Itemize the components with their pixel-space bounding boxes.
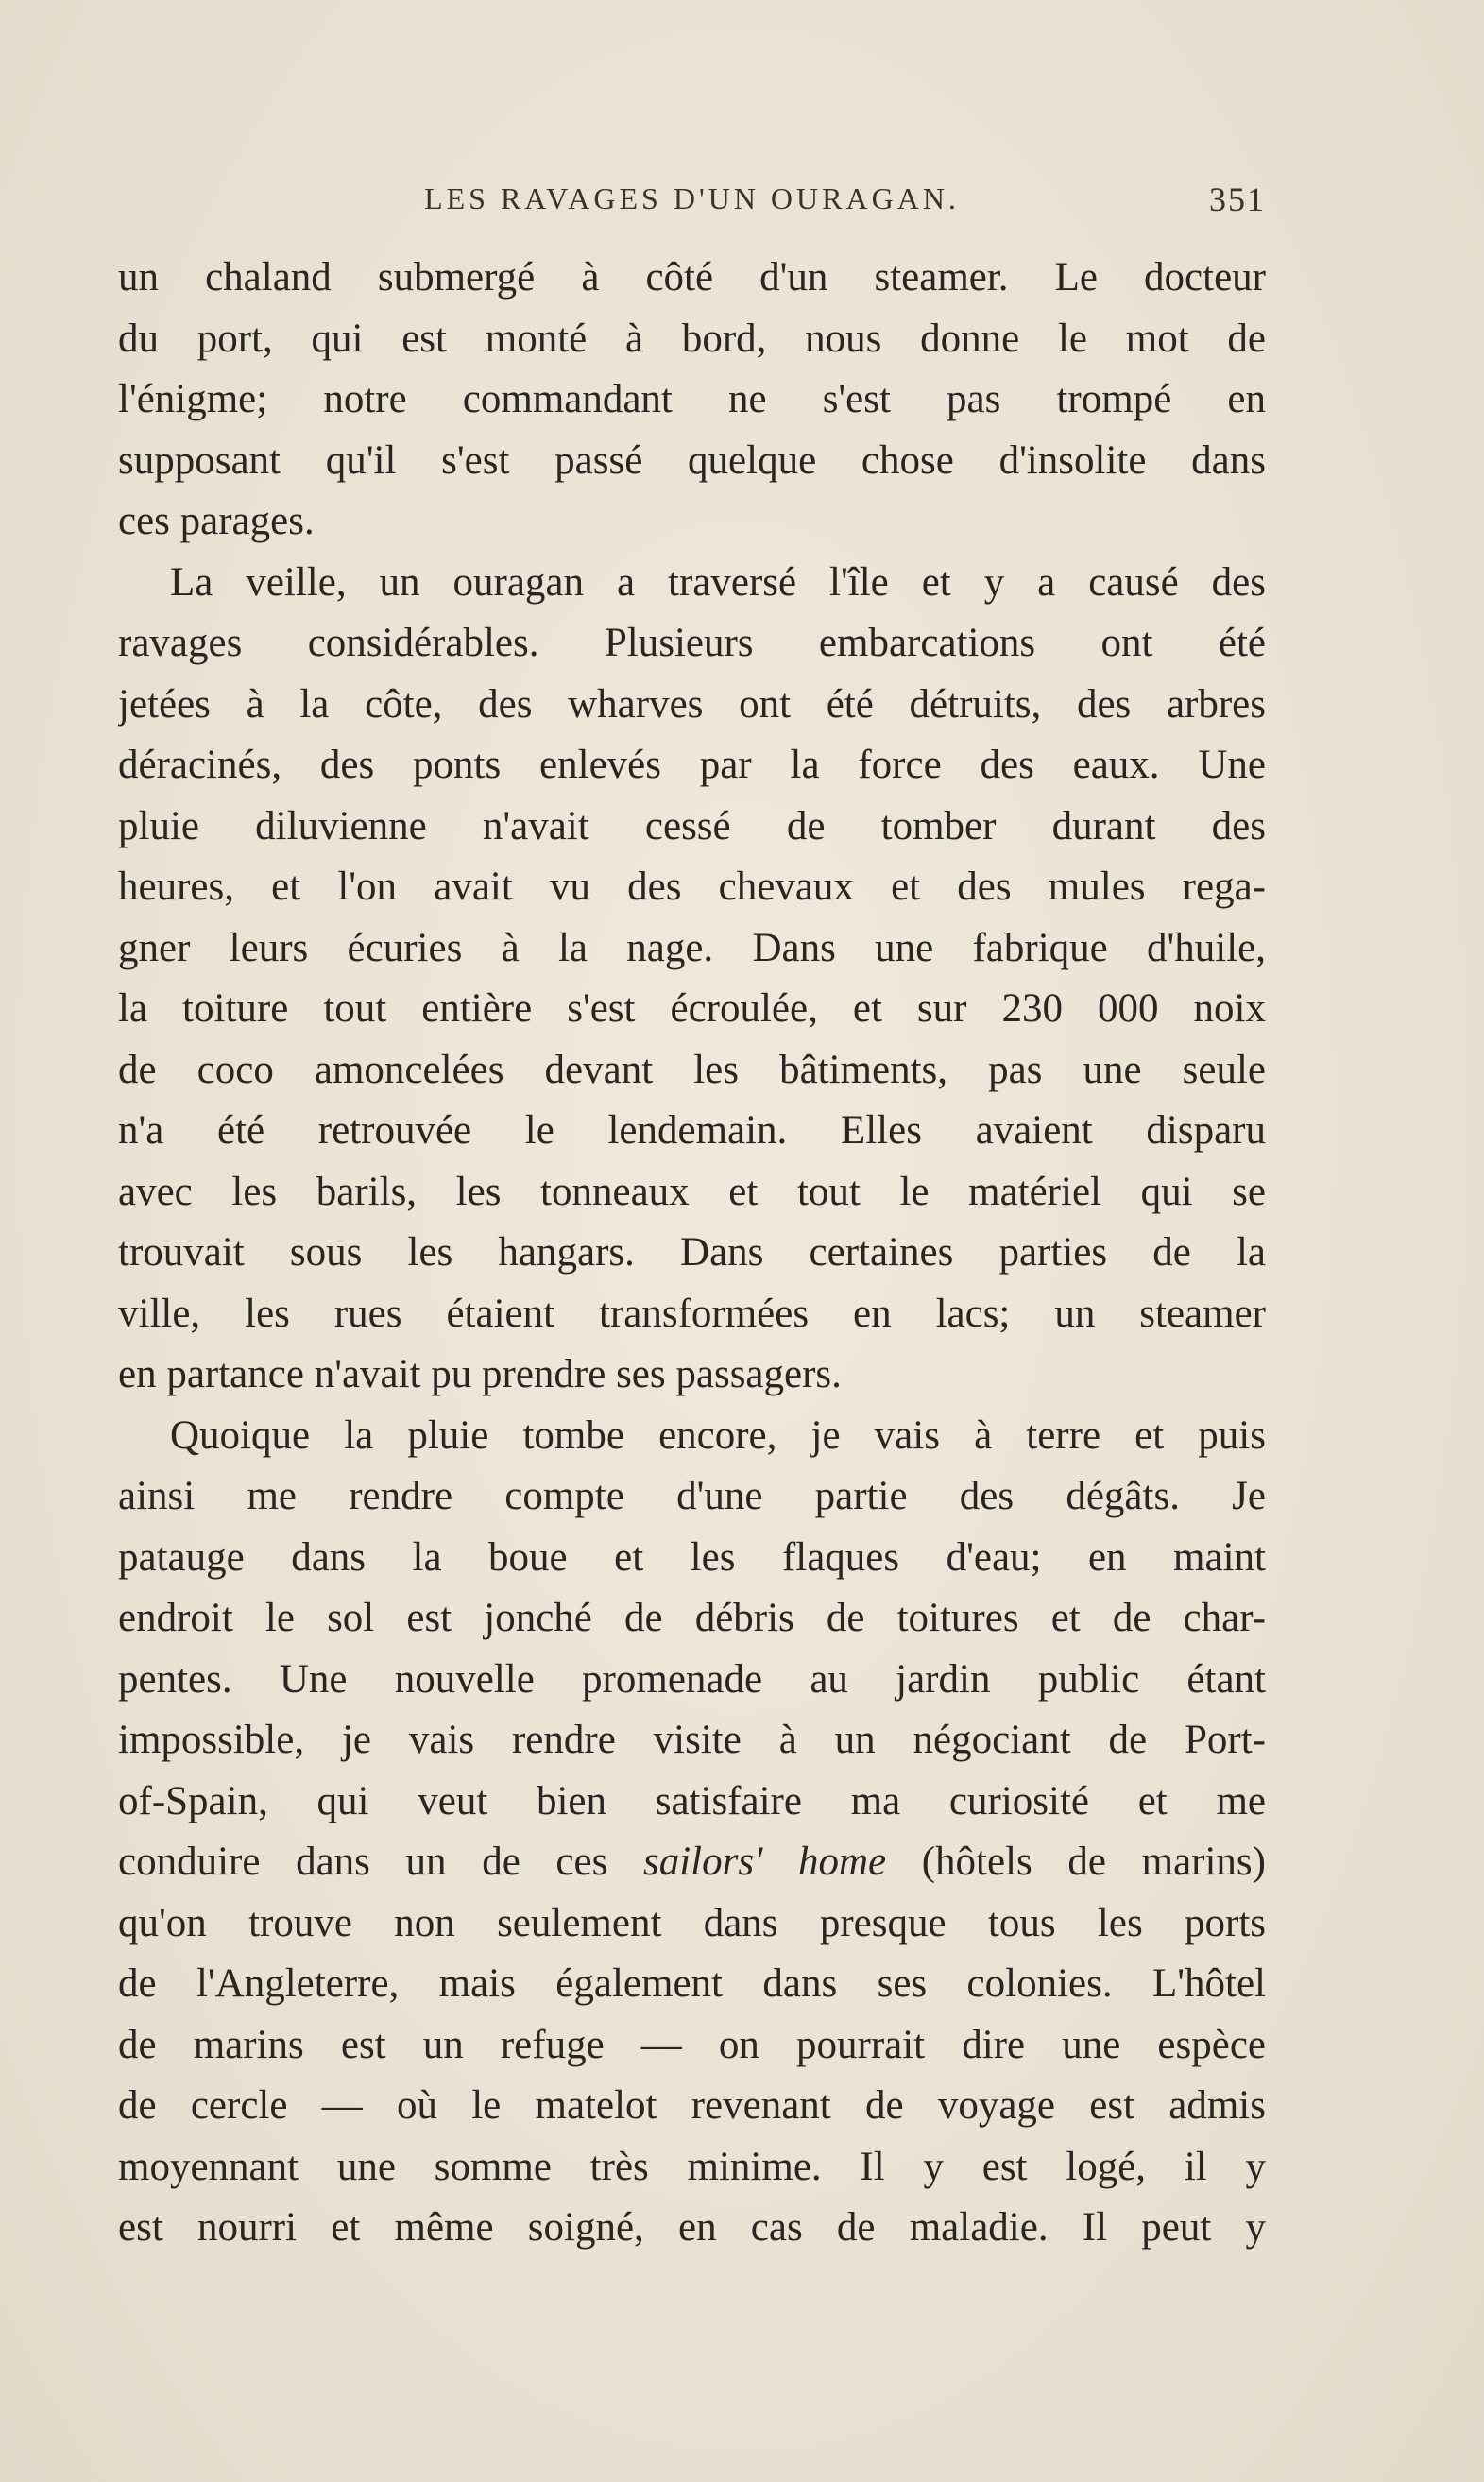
text-line: ainsi me rendre compte d'une partie des dégâts. Je — [118, 1474, 1266, 1518]
text-line: n'a été retrouvée le lendemain. Elles avaient disparu — [118, 1108, 1266, 1153]
text-line: ces parages. — [118, 499, 315, 543]
paragraph-start-line: Quoique la pluie tombe encore, je vais à terre et puis — [170, 1412, 1266, 1458]
text-line: gner leurs écuries à la nage. Dans une fabrique d'huile, — [118, 925, 1266, 970]
text-line-with-italic — [118, 1832, 1266, 1893]
text-line: of-Spain, qui veut bien satisfaire ma curiosité et me — [118, 1778, 1266, 1823]
page-header — [118, 172, 1266, 229]
text-line: impossible, je vais rendre visite à un négociant de Port- — [118, 1718, 1266, 1762]
text-line: est nourri et même soigné, en cas de maladie. Il peut y — [118, 2205, 1266, 2250]
text-line: de coco amoncelées devant les bâtiments, pas une seule — [118, 1047, 1266, 1092]
text-line: pentes. Une nouvelle promenade au jardin public étant — [118, 1656, 1266, 1702]
text-line: jetées à la côte, des wharves ont été détruits, des arbres — [118, 681, 1266, 727]
running-title: LES RAVAGES D'UN OURAGAN. — [424, 181, 960, 215]
paragraph-start-line: La veille, un ouragan a traversé l'île et y a causé des — [170, 559, 1266, 605]
text-line: pluie diluvienne n'avait cessé de tomber durant des — [118, 803, 1266, 848]
text-line: endroit le sol est jonché de débris de toitures et de char- — [118, 1596, 1266, 1640]
text-line: trouvait sous les hangars. Dans certaines parties de la — [118, 1230, 1266, 1275]
text-segment: (hôtels de marins) — [886, 1840, 1266, 1884]
text-line: de marins est un refuge — on pourrait dire une espèce — [118, 2022, 1266, 2067]
text-line: de cercle — où le matelot revenant de voyage est admis — [118, 2083, 1266, 2128]
text-line: du port, qui est monté à bord, nous donne le mot de — [118, 316, 1266, 361]
page-number: 351 — [1209, 180, 1266, 218]
italic-phrase: sailors' home — [643, 1840, 887, 1884]
text-line: heures, et l'on avait vu des chevaux et des mules rega- — [118, 864, 1266, 909]
text-line: qu'on trouve non seulement dans presque tous les ports — [118, 1900, 1266, 1945]
body-text — [118, 248, 1266, 2259]
text-line: ville, les rues étaient transformées en lacs; un steamer — [118, 1291, 1266, 1336]
text-line: l'énigme; notre commandant ne s'est pas trompé en — [118, 377, 1266, 421]
text-line: moyennant une somme très minime. Il y est logé, il y — [118, 2144, 1266, 2189]
text-line: la toiture tout entière s'est écroulée, et sur 230 000 noix — [118, 986, 1266, 1031]
text-line: supposant qu'il s'est passé quelque chose d'insolite dans — [118, 437, 1266, 483]
text-line: avec les barils, les tonneaux et tout le matériel qui se — [118, 1169, 1266, 1214]
text-line: déracinés, des ponts enlevés par la force des eaux. Une — [118, 743, 1266, 787]
text-line: en partance n'avait pu prendre ses passagers. — [118, 1352, 842, 1396]
text-line: un chaland submergé à côté d'un steamer. Le docteur — [118, 255, 1266, 300]
text-line: patauge dans la boue et les flaques d'eau; en maint — [118, 1534, 1266, 1580]
text-line: de l'Angleterre, mais également dans ses colonies. L'hôtel — [118, 1961, 1266, 2006]
text-line: ravages considérables. Plusieurs embarcations ont été — [118, 621, 1266, 665]
text-segment: conduire dans un de ces — [118, 1840, 643, 1884]
